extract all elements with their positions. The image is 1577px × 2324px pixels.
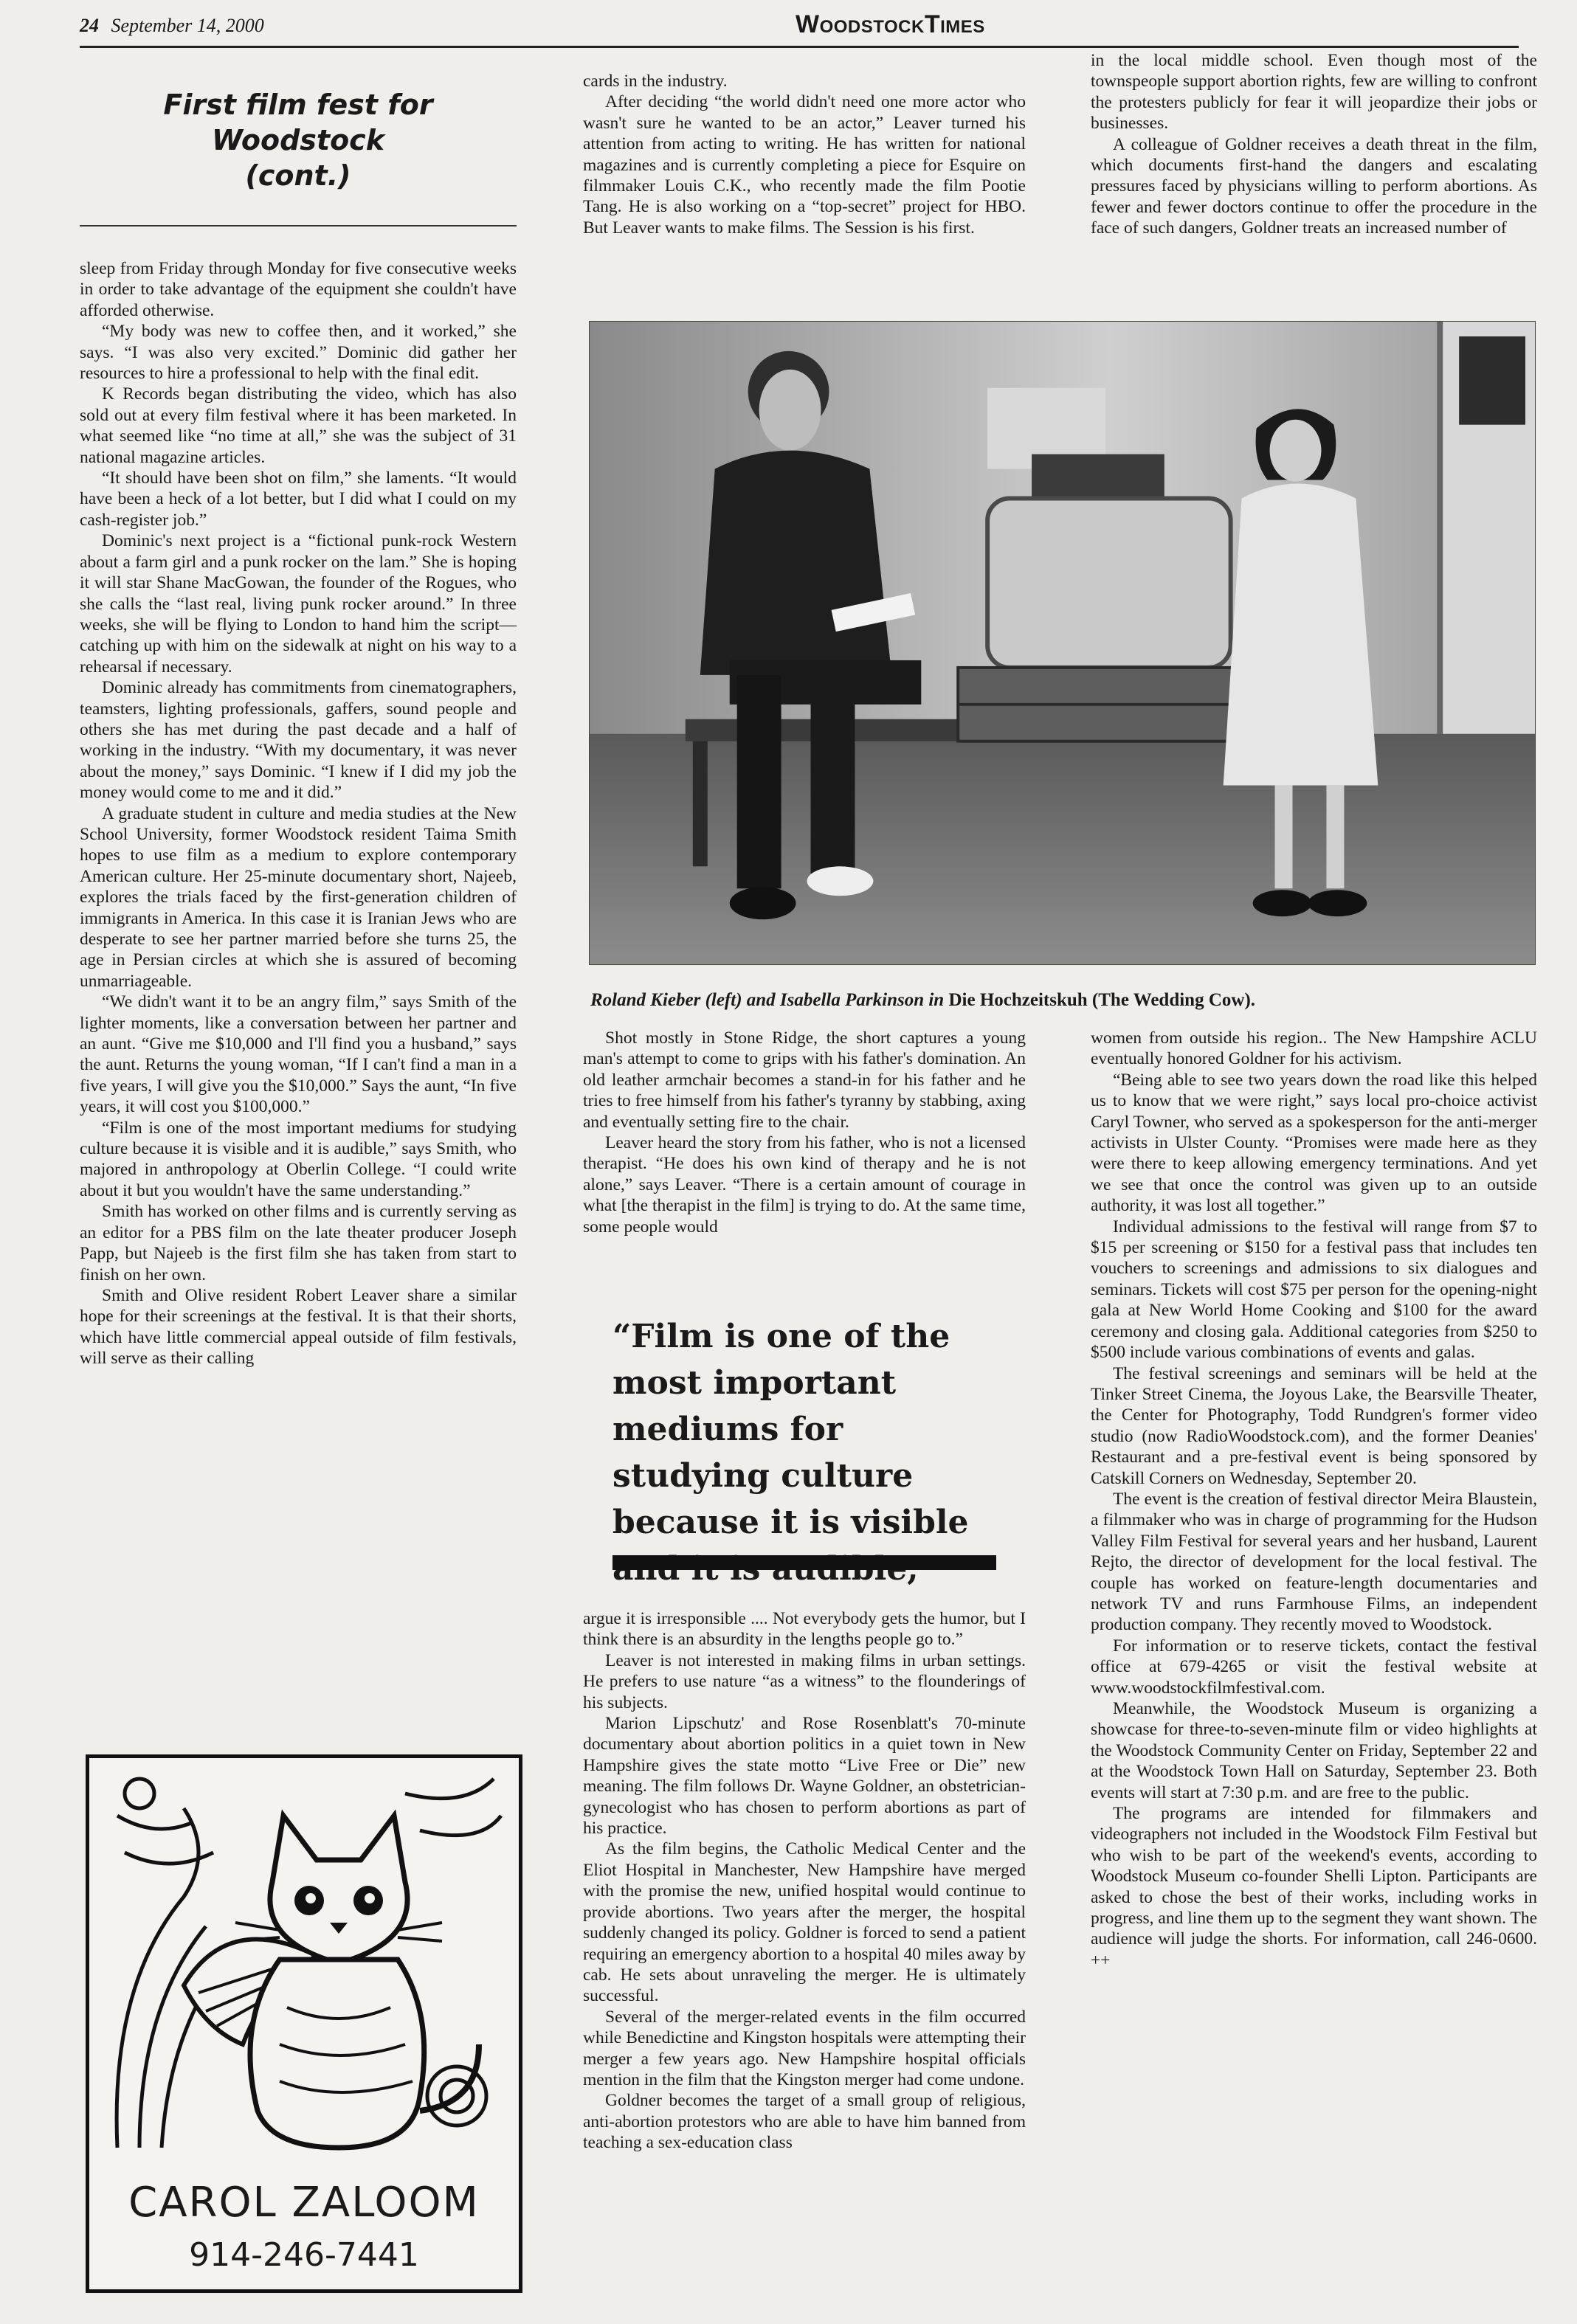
photo-caption [590, 990, 1535, 1011]
film-still-photo [589, 321, 1536, 965]
issue-date: September 14, 2000 [111, 15, 264, 36]
advertiser-name: CAROL ZALOOM [128, 2179, 480, 2227]
caption-film-title: Die Hochzeitskuh (The Wedding Cow). [948, 990, 1256, 1010]
paragraph: “My body was new to coffee then, and it worked,” she says. “I was also very excited.” Dominic did gather her resources to hire a professional to help with the final edit. [80, 322, 517, 384]
paragraph: “We didn't want it to be an angry film,” says Smith of the lighter moments, like a conversation between her partner and an aunt. “Give me $10,000 and I'll find you a husband,” says the aunt. Returns the young woman, “If I can't find a man in a five years, I will give you the $10,000.” Says the aunt, “In five years, it will cost you $100,000.” [80, 992, 517, 1117]
paragraph: “Being able to see two years down the road like this helped us to know that we were right,” says local pro-choice activist Caryl Towner, who served as a spokesperson for the anti-merger activists in Ulster County. “Promises were made here as they were there to keep allowing emergency terminations. And yet we see that once the control was given up to an outside authority, it was lost all together.” [1091, 1070, 1537, 1216]
ad-artwork [95, 1764, 513, 2166]
headline [80, 87, 517, 193]
paragraph: “It should have been shot on film,” she laments. “It would have been a heck of a lot better, but I did what I could on my cash-register job.” [80, 468, 517, 530]
headline-line-3: (cont.) [245, 159, 351, 192]
paragraph: Individual admissions to the festival will range from $7 to $15 per screening or $150 for a festival pass that includes ten vouchers to screenings and admissions to six dialogues and seminars. Tickets will cost $75 per person for the opening-night gala at New World Home Cooking and $100 for the award ceremony and closing gala. Additional categories from $250 to $500 include various combinations of events and galas. [1091, 1217, 1537, 1363]
paragraph: argue it is irresponsible .... Not everybody gets the humor, but I think there is an absurdity in the lengths people go to.” [583, 1609, 1026, 1650]
paragraph: The programs are intended for filmmakers and videographers not included in the Woodstock Film Festival but who wish to be part of the weekend's events, according to Woodstock Museum co-founder Shelli Lipton. Participants are asked to chose the best of their works, including works in progress, and line them up to the segment they want shown. The audience will judge the shorts. For information, call 246-0600. ++ [1091, 1804, 1537, 1970]
paragraph: Smith has worked on other films and is currently serving as an editor for a PBS film on the late theater producer Joseph Papp, but Najeeb is the first film she has taken from start to finish on her own. [80, 1202, 517, 1284]
column-3-top [1091, 50, 1537, 239]
column-2-top [583, 71, 1026, 238]
paragraph: Dominic already has commitments from cinematographers, teamsters, lighting professionals, gaffers, sound people and others she has met during the past decade and a half of working in the industry. “With my documentary, it was never about the money,” says Dominic. “I knew if I did my job the money would come to me and it did.” [80, 678, 517, 803]
paragraph: K Records began distributing the video, which has also sold out at every film festival where it has been marketed. In what seemed like “no time at all,” she was the subject of 31 national magazine articles. [80, 384, 517, 467]
paragraph: Leaver is not interested in making films in urban settings. He prefers to use nature “as a witness” to the flounderings of his subjects. [583, 1650, 1026, 1712]
paragraph: Smith and Olive resident Robert Leaver share a similar hope for their screenings at the festival. It is that their shorts, which have little commercial appeal outside of film festivals, will serve as their calling [80, 1285, 517, 1369]
paragraph: After deciding “the world didn't need one more actor who wasn't sure he wanted to be an actor,” Leaver turned his attention from acting to writing. He has written for national magazines and is currently completing a piece for Esquire on filmmaker Louis C.K., who recently made the film Pootie Tang. He is also working on a “top-secret” project for HBO. But Leaver wants to make films. The Session is his first. [583, 92, 1026, 238]
folio [80, 15, 264, 37]
paragraph: “Film is one of the most important mediums for studying culture because it is visible and it is audible,” says Smith, who majored in anthropology at Oberlin College. “I could write about it but you wouldn't have the same understanding.” [80, 1118, 517, 1200]
advertisement [86, 1754, 522, 2293]
page-header [80, 10, 1519, 47]
column-3-bottom [1091, 1028, 1537, 1971]
paragraph: Dominic's next project is a “fictional punk-rock Western about a farm girl and a punk rocker on the lam.” She is hoping it will star Shane MacGowan, the founder of the Rogues, who she calls the “last real, living punk rocker around.” In three weeks, she will be flying to London to hand him the script—catching up with him on the sidewalk at night on his way to a rehearsal if necessary. [80, 531, 517, 677]
page-number: 24 [80, 15, 99, 36]
paragraph: in the local middle school. Even though most of the townspeople support abortion rights, few are willing to confront the protesters publicly for fear it will jeopardize their jobs or businesses. [1091, 51, 1537, 134]
paragraph: Goldner becomes the target of a small group of religious, anti-abortion protestors who are able to have him banned from teaching a sex-education class [583, 2091, 1026, 2153]
paragraph: Shot mostly in Stone Ridge, the short captures a young man's attempt to come to grips with his father's domination. An old leather armchair becomes a stand-in for his father and he tries to free himself from his father's tyranny by stabbing, axing and eventually setting fire to the chair. [583, 1028, 1026, 1132]
column-1-body [80, 258, 517, 1369]
winged-cat-icon [95, 1764, 513, 2166]
paragraph: women from outside his region.. The New Hampshire ACLU eventually honored Goldner for his activism. [1091, 1028, 1537, 1069]
paragraph: Leaver heard the story from his father, who is not a licensed therapist. “He does his own kind of therapy and he is not alone,” says Leaver. “There is a certain amount of courage in what [the therapist in the film] is trying to do. At the same time, some people would [583, 1133, 1026, 1237]
masthead: WoodstockTimes [796, 10, 985, 38]
paragraph: Marion Lipschutz' and Rose Rosenblatt's 70-minute documentary about abortion politics in a quiet town in New Hampshire gives the state motto “Live Free or Die” new meaning. The film follows Dr. Wayne Goldner, an obstetrician-gynecologist who has chosen to perform abortions as part of his practice. [583, 1714, 1026, 1839]
pull-quote-bar [612, 1555, 996, 1570]
photo-illustration [590, 322, 1535, 964]
paragraph: As the film begins, the Catholic Medical Center and the Eliot Hospital in Manchester, New Hampshire have merged with the promise the new, unified hospital would continue to provide abortions. Two years after the merger, the hospital suddenly changed its policy. Goldner is forced to send a patient requiring an emergency abortion to a hospital 40 miles away by cab. He sets about unraveling the merger. He is ultimately successful. [583, 1839, 1026, 2006]
paragraph: Several of the merger-related events in the film occurred while Benedictine and Kingston hospitals were attempting their merger a few years ago. New Hampshire hospital officials mention in the film that the Kingston merger had come undone. [583, 2007, 1026, 2089]
headline-rule [80, 225, 517, 226]
pull-quote: “Film is one of the most important mediums for studying culture because it is visible [612, 1318, 969, 1541]
column-2-bottom [583, 1608, 1026, 2154]
column-2-middle [583, 1028, 1026, 1237]
paragraph: For information or to reserve tickets, contact the festival office at 679-4265 or visit the festival website at www.woodstockfilmfestival.com. [1091, 1636, 1537, 1698]
caption-names: Roland Kieber (left) and Isabella Parkinson in [590, 990, 945, 1010]
paragraph: A graduate student in culture and media studies at the New School University, former Woodstock resident Taima Smith hopes to use film as a medium to explore contemporary American culture. Her 25-minute documentary short, Najeeb, explores the trials faced by the first-generation children of immigrants in America. In this case it is Iranian Jews who are desperate to see her partner married before she turns 25, the age in Persian circles at which she is assured of becoming unmarriageable. [80, 803, 517, 991]
paragraph: The event is the creation of festival director Meira Blaustein, a filmmaker who was in charge of programming for the Hudson Valley Film Festival for several years and her husband, Laurent Rejto, the director of development for the local festival. The couple has worked on feature-length documentaries and network TV and runs Farmhouse Films, an independent production company. They recently moved to Woodstock. [1091, 1489, 1537, 1635]
header-rule [80, 46, 1519, 48]
paragraph: sleep from Friday through Monday for five consecutive weeks in order to take advantage of the equipment she couldn't have afforded otherwise. [80, 259, 517, 320]
headline-line-2: Woodstock [212, 124, 384, 156]
advertiser-phone: 914-246-7441 [189, 2236, 419, 2274]
paragraph: Meanwhile, the Woodstock Museum is organizing a showcase for three-to-seven-minute film or video highlights at the Woodstock Community Center on Friday, September 22 and at the Woodstock Town Hall on Saturday, September 23. Both events will start at 7:30 p.m. and are free to the public. [1091, 1699, 1537, 1802]
paragraph: cards in the industry. [583, 72, 728, 91]
headline-line-1: First film fest for [163, 89, 433, 121]
paragraph: The festival screenings and seminars will be held at the Tinker Street Cinema, the Joyous Lake, the Bearsville Theater, the Center for Photography, Todd Rundgren's former video studio (now RadioWoodstock.com), and the former Deanies' Restaurant and a pre-festival event is being sponsored by Catskill Corners on Wednesday, September 20. [1091, 1363, 1537, 1488]
paragraph: A colleague of Goldner receives a death threat in the film, which documents first-hand the dangers and escalating pressures faced by physicians willing to perform abortions. As fewer and fewer doctors continue to offer the procedure in the face of such dangers, Goldner treats an increased number of [1091, 134, 1537, 238]
